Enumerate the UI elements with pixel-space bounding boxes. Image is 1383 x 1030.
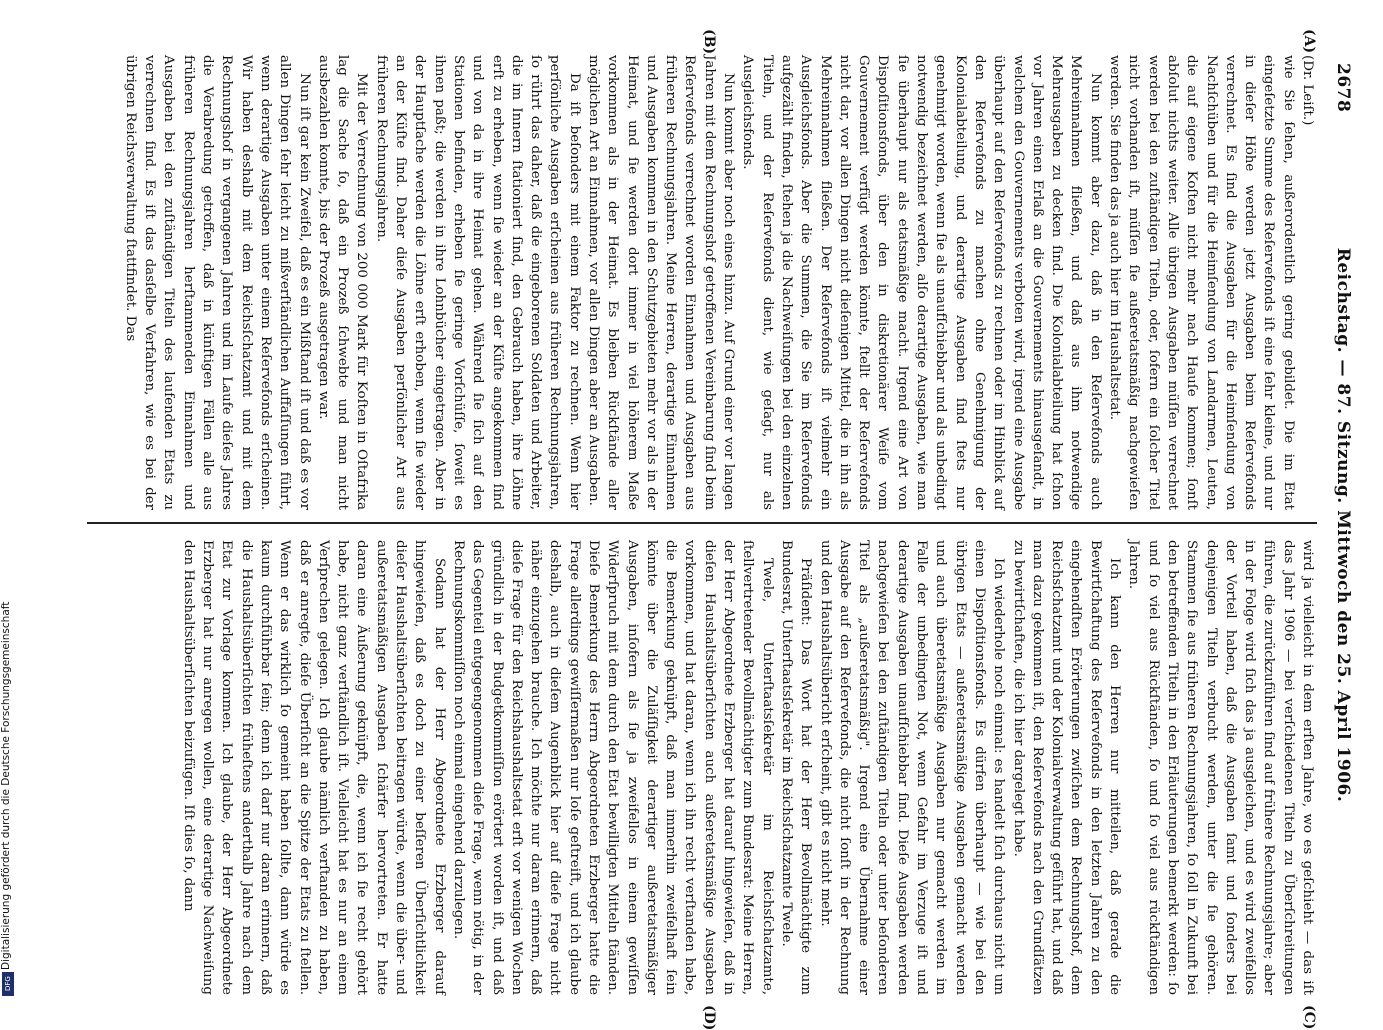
page-number: 2678 <box>1333 63 1353 113</box>
paragraph: Ich wiederhole noch einmal: es handelt ſich durchaus nicht um einen Dispoſitionsfonds. Es dürfen überhaupt — wie bei den übrigen Etats — außeretatsmäßige Ausgaben gemacht werden und auch überetatsmäßige Ausgaben nur gemacht werden im Falle der unbedingten Not, wenn Gefahr im Verzuge iſt und derartige Ausgaben unaufſchiebbar ſind. Dieſe Ausgaben werden nachgewieſen bei den zuſtändigen Titeln oder unter beſonderen Titel als „außeretatsmäßig". Irgend eine Übernahme einer Ausgabe auf den Reſervefonds, die nicht ſonſt in der Rechnung und den Haushaltsübericht erſcheint, gibt es nicht mehr. <box>817 540 1007 995</box>
margin-mark-b: (B) <box>701 29 717 55</box>
right-column <box>87 540 1317 995</box>
dfg-logo: DFG <box>2 972 14 996</box>
rotated-sheet <box>57 29 1357 1030</box>
digitization-credit: Digitalisierung gefördert durch die Deutsche Forschungsgemeinschaft <box>0 601 12 970</box>
margin-mark-c: (C) <box>1301 1005 1317 1030</box>
paragraph: wird ja vielleicht in dem erſten Jahre, wo es geſchieht — das iſt das Jahr 1906 — bei verſchiedenen Titeln zu Überſchreitungen führen, die zurückzuführen ſind auf frühere Rechnungsjahre; aber in der Folge wird ſich das ja ausgleichen, und es wird zweifellos der Vorteil haben, daß die Ausgaben ſamt und ſonders bei denjenigen Titeln verbucht werden, unter die ſie gehören. Stammen ſie aus früheren Rechnungsjahren, ſo ſoll in Zukunft bei den betreffenden Titeln in den Erläuterungen bemerkt werden: ſo und ſo viel aus Rückſtänden, ſo und ſo viel aus rückſtändigen Jahren. <box>1126 540 1315 995</box>
column-divider <box>87 522 1317 524</box>
speaker-paragraph: Präſident: Das Wort hat der Herr Bevollmächtigte zum Bundesrat, Unterſtaatsſekretär im Reichsſchatzamte Twele. <box>778 540 814 995</box>
speaker-reference: (Dr. Leiſt.) <box>1300 55 1315 126</box>
margin-mark-d: (D) <box>701 1005 717 1030</box>
paragraph: Nun iſt gar kein Zweifel, daß es ein Mißſtand iſt und daß es vor allen Dingen ſehr leicht zu mißverſtändlichen Auffaſſungen führt, wenn derartige Ausgaben unter einem Reſervefonds erſcheinen. Wir haben deshalb mit dem Reichsſchatzamt und mit dem Rechnungshof in vergangenen Jahren und im Laufe dieſes Jahres die Verabredung getroffen, daß in künftigen Fällen alle aus früheren Rechnungsjahren herſtammenden Einnahmen und Ausgaben bei den zuſtändigen Titeln des laufenden Etats zu verrechnen ſind. Es iſt das dasſelbe Verfahren, wie es bei der übrigen Reichsverwaltung ſtattfindet. Das <box>122 55 312 510</box>
paragraph: Ich kann den Herren nur mitteilen, daß gerade die Bewirtſchaftung des Reſervefonds in den letzten Jahren zu den eingehendſten Erörterungen zwiſchen dem Rechnungshof, dem Reichsſchatzamt und der Kolonialverwaltung geführt hat, und daß man dazu gekommen iſt, den Reſervefonds nach den Grundſätzen zu bewirtſchaften, die ich hier dargelegt habe. <box>1010 540 1123 995</box>
paragraph: Nun kommt aber noch eines hinzu. Auf Grund einer vor langen Jahren mit dem Rechnungshof getroffenen Vereinbarung ſind beim Reſervefonds verrechnet worden Einnahmen und Ausgaben aus früheren Rechnungsjahren. Meine Herren, derartige Einnahmen und Ausgaben kommen in den Schutzgebieten mehr vor als in der Heimat, und ſie werden dort immer in viel höherem Maße vorkommen als in der Heimat. Es bleiben Rückſtände aller möglichen Art an Einnahmen, vor allen Dingen aber an Ausgaben. <box>586 55 737 510</box>
speaker-paragraph: Twele, Unterſtaatsſekretär im Reichsſchatzamte, ſtellvertretender Bevollmächtigter zum Bundesrat: Meine Herren, der Herr Abgeordnete Erzberger hat darauf hingewieſen, daß in dieſen Haushaltsüberſichten auch außeretatsmäßige Ausgaben vorkommen, und hat daran, wenn ich ihn recht verſtanden habe, die Bemerkung geknüpft, daß man immerhin zweifelhaft ſein könnte über die Zuläſſigkeit derartiger außeretatsmäßiger Ausgaben, inſofern als ſie ja zweifellos in einem gewiſſen Widerſpruch mit dem durch den Etat bewilligten Mitteln ſtänden. Dieſe Bemerkung des Herrn Abgeordneten Erzberger hatte die Frage allerdings gewiſſermaßen nur loſe geſtreift, und ich glaube deshalb, auch in dieſem Augenblick hier auf dieſe Frage nicht näher einzugehen brauche. Ich möchte nur daran erinnern, daß dieſe Frage für den Reichshaushaltsetat erſt vor wenigen Wochen gründlich in der Budgetkommiſſion erörtert worden iſt, und daß das Gegenteil entgegengenommen dieſe Frage, wenn nötig, in der Rechnungskommiſſion noch einmal eingehend darzulegen. <box>450 540 775 995</box>
paragraph: Mit der Verrechnung von 200 000 Mark für Koſten in Oſtafrika lag die Sache ſo, daß ein Prozeß ſchwebte und man nicht ausbezahlen konnte, bis der Prozeß ausgetragen war. <box>315 55 370 510</box>
running-title: Reichstag. — 87. Sitzung. Mittwoch den 25. April 1906. <box>1333 247 1353 803</box>
page-header <box>1327 55 1357 995</box>
paragraph: Da iſt beſonders mit einem Faktor zu rechnen. Wenn hier perſönliche Ausgaben erſcheinen aus früheren Rechnungsjahren, ſo rührt das daher, daß die eingeborenen Soldaten und Arbeiter, die im Innern ſtationiert ſind, den Gebrauch haben, ihre Löhne erſt zu erheben, wenn ſie wieder an der Küſte angekommen ſind und von da in ihre Heimat gehen. Während ſie ſich auf den Stationen befinden, erheben ſie geringe Vorſchüſſe, ſoweit es ihnen paßt; die werden in ihre Lohnbücher eingetragen. Aber in der Hauptſache werden die Löhne erſt erhoben, wenn ſie wieder an der Küſte ſind. Daher dieſe Ausgaben perſönlicher Art aus früheren Rechnungsjahren. <box>373 55 582 510</box>
margin-mark-a: (A) <box>1301 29 1317 54</box>
paragraph: wie Sie ſehen, außerordentlich gering gebildet. Die im Etat eingeſetzte Summe des Reſervefonds iſt eine ſehr kleine, und nur in dieſer Höhe werden jetzt Ausgaben beim Reſervefonds verrechnet. Es ſind die Ausgaben für die Heimſendung von Nachſchüben und für die Heimſendung von Landarmen, Leuten, die auf eigene Koſten nicht mehr nach Hauſe kommen; ſonſt abſolut nichts weiter. Alle übrigen Ausgaben müſſen verrechnet werden bei den zuſtändigen Titeln, oder, ſofern ein ſolcher Titel nicht vorhanden iſt, müſſen ſie außeretatsmäßig nachgewieſen werden. Sie finden das ja auch hier im Haushaltsetat. <box>1107 55 1296 510</box>
paragraph: Nun kommt aber dazu, daß in den Reſervefonds auch Mehreinnahmen fließen, und daß aus ihm notwendige Mehrausgaben zu decken ſind. Die Kolonialabteilung hat ſchon vor Jahren einen Erlaß an die Gouvernements hinausgeſandt, in welchem den Gouvernements verboten wird, irgend eine Ausgabe überhaupt auf den Reſervefonds zu rechnen oder im Hinblick auf den Reſervefonds zu machen ohne Genehmigung der Kolonialabteilung, und derartige Ausgaben ſind ſtets nur genehmigt worden, wenn ſie als unaufſchiebbar und als unbedingt notwendig bezeichnet werden, alſo derartige Ausgaben, wie man ſie überhaupt nur als etatsmäßige macht. Irgend eine Art von Dispoſitionsfonds, über den in diskretionärer Weiſe vom Gouvernement verfügt werden könnte, ſtellt der Reſervefonds nicht dar, vor allen Dingen nicht dieſenigen Mittel, die in ihn als Mehreinnahmen fließen. Der Reſervefonds iſt vielmehr ein Ausgleichsfonds. Aber die Summen, die Sie im Reſervefonds aufgezählt finden, ſtehen ja die Nachweiſungen bei den einzelnen Titeln, und der Reſervefonds dient, wie geſagt, nur als Ausgleichsfonds. <box>740 55 1103 510</box>
paragraph: Sodann hat der Herr Abgeordnete Erzberger darauf hingewieſen, daß es doch zu einer beſſeren Überſichtlichkeit dieſer Haushaltsüberſichten beitragen würde, wenn die über- und außeretatsmäßigen Ausgaben ſchärfer hervortreten. Er hatte daran eine Äußerung geknüpft, die, wenn ich ſie recht gehört habe, nicht ganz verſtändlich iſt. Vielleicht hat es nur an einem Verſprechen gelegen. Ich glaube nämlich verſtanden zu haben, daß er anregte, dieſe Überſicht an die Spitze der Etats zu ſtellen. Wenn er das wirklich ſo gemeint haben ſollte, dann würde es kaum durchführbar ſein; denn ich darf nur daran erinnern, daß die Haushaltsüberſichten früheſtens anderthalb Jahre nach dem Etat zur Vorlage kommen. Ich glaube, der Herr Abgeordnete Erzberger hat nur anregen wollen, eine derartige Nachweiſung den Haushaltsüberſichten beizufügen. Iſt dies ſo, dann <box>180 540 447 995</box>
left-column <box>87 55 1317 510</box>
